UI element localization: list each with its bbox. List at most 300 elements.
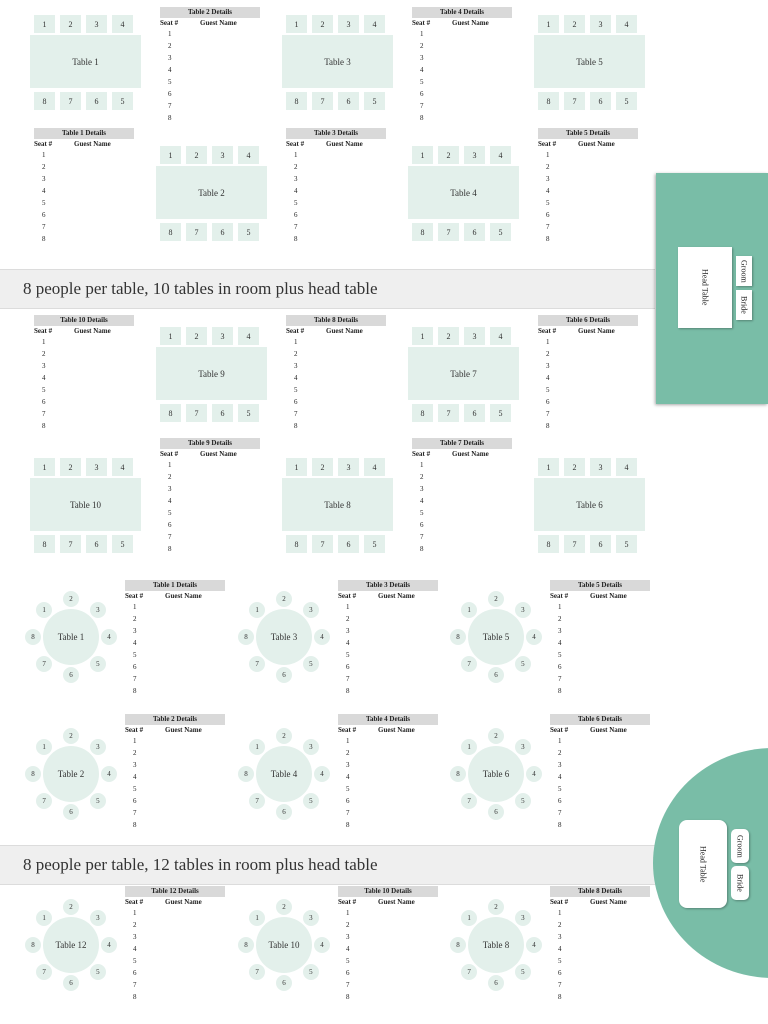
rect-table: Table 8 (282, 478, 393, 531)
round-chair: 3 (303, 739, 319, 755)
round-chair: 8 (25, 937, 41, 953)
seat-col-label: Seat # (338, 592, 357, 600)
round-chair: 8 (238, 766, 254, 782)
round-chair: 1 (36, 602, 52, 618)
round-chair: 5 (303, 656, 319, 672)
round-chair: 5 (515, 964, 531, 980)
details-header: Table 12 Details (125, 886, 225, 897)
seat-number: 7 (168, 102, 172, 110)
seat-number: 7 (346, 981, 350, 989)
round-chair: 1 (249, 602, 265, 618)
seat-number: 2 (346, 749, 350, 757)
seat-number: 3 (346, 761, 350, 769)
seat-number: 4 (346, 945, 350, 953)
seat-number: 4 (133, 945, 137, 953)
details-columns (538, 139, 638, 149)
rect-table: Table 2 (156, 166, 267, 219)
round-chair: 6 (488, 804, 504, 820)
round-chair: 3 (303, 602, 319, 618)
seat-number: 8 (420, 545, 424, 553)
round-chair: 6 (488, 667, 504, 683)
seat-number: 5 (420, 78, 424, 86)
details-columns (34, 139, 134, 149)
guest-col-label: Guest Name (590, 726, 627, 734)
seat-number: 7 (133, 981, 137, 989)
seat-number: 6 (346, 663, 350, 671)
seat-number: 2 (42, 163, 46, 171)
seat-number: 3 (168, 54, 172, 62)
guest-col-label: Guest Name (165, 726, 202, 734)
round-chair: 2 (488, 728, 504, 744)
round-chair: 4 (526, 629, 542, 645)
round-chair: 5 (90, 964, 106, 980)
chair: 3 (86, 458, 107, 476)
chair: 5 (616, 92, 637, 110)
chair: 5 (112, 535, 133, 553)
chair: 7 (60, 92, 81, 110)
details-header: Table 7 Details (412, 438, 512, 449)
seat-number: 4 (133, 639, 137, 647)
chair: 6 (212, 223, 233, 241)
chair: 6 (86, 92, 107, 110)
chair: 1 (160, 146, 181, 164)
chair: 7 (564, 92, 585, 110)
seat-number: 6 (294, 211, 298, 219)
seat-number: 3 (420, 485, 424, 493)
seat-number: 6 (420, 90, 424, 98)
round-chair: 6 (63, 975, 79, 991)
round-chair: 4 (314, 937, 330, 953)
seat-number: 6 (558, 969, 562, 977)
seat-number: 4 (558, 639, 562, 647)
round-table: Table 12 (43, 917, 99, 973)
table-details (338, 580, 438, 697)
details-columns (338, 591, 438, 601)
chair: 2 (438, 327, 459, 345)
seat-number: 3 (558, 761, 562, 769)
seat-col-label: Seat # (412, 450, 431, 458)
table-details (338, 886, 438, 1003)
details-columns (34, 326, 134, 336)
seat-number: 5 (294, 199, 298, 207)
chair: 4 (238, 327, 259, 345)
guest-col-label: Guest Name (590, 898, 627, 906)
rect-table: Table 3 (282, 35, 393, 88)
details-columns (412, 18, 512, 28)
table-details (550, 580, 650, 697)
seat-number: 7 (346, 809, 350, 817)
round-chair: 2 (276, 899, 292, 915)
seat-number: 7 (133, 675, 137, 683)
bride-seat: Bride (736, 290, 752, 320)
seat-col-label: Seat # (34, 327, 53, 335)
seat-number: 1 (420, 461, 424, 469)
round-table: Table 2 (43, 746, 99, 802)
seat-number: 3 (346, 627, 350, 635)
seat-number: 7 (42, 223, 46, 231)
chair: 8 (160, 223, 181, 241)
chair: 1 (412, 327, 433, 345)
seat-number: 6 (42, 211, 46, 219)
round-chair: 3 (515, 910, 531, 926)
seat-number: 5 (546, 199, 550, 207)
seat-number: 1 (294, 151, 298, 159)
chair: 5 (112, 92, 133, 110)
head-table: Head Table (678, 247, 732, 328)
seat-number: 4 (294, 187, 298, 195)
guest-col-label: Guest Name (165, 592, 202, 600)
table-details (338, 714, 438, 831)
seat-col-label: Seat # (160, 450, 179, 458)
round-chair: 8 (450, 937, 466, 953)
details-header: Table 10 Details (338, 886, 438, 897)
seat-number: 5 (42, 386, 46, 394)
seat-number: 7 (42, 410, 46, 418)
seat-col-label: Seat # (160, 19, 179, 27)
chair: 1 (538, 458, 559, 476)
guest-col-label: Guest Name (326, 327, 363, 335)
table-details (412, 7, 512, 124)
seat-number: 7 (558, 809, 562, 817)
chair: 8 (286, 92, 307, 110)
seat-number: 2 (133, 749, 137, 757)
chair: 2 (186, 327, 207, 345)
seat-number: 7 (558, 675, 562, 683)
rect-table: Table 9 (156, 347, 267, 400)
seat-number: 7 (420, 102, 424, 110)
seat-number: 4 (420, 497, 424, 505)
chair: 4 (238, 146, 259, 164)
seat-number: 8 (546, 422, 550, 430)
round-chair: 3 (515, 739, 531, 755)
guest-col-label: Guest Name (165, 898, 202, 906)
round-chair: 1 (36, 910, 52, 926)
round-chair: 1 (249, 739, 265, 755)
groom-seat: Groom (736, 256, 752, 286)
chair: 2 (564, 15, 585, 33)
seat-number: 6 (546, 398, 550, 406)
seat-number: 3 (346, 933, 350, 941)
chair: 4 (490, 327, 511, 345)
details-columns (160, 18, 260, 28)
chair: 3 (338, 15, 359, 33)
chair: 8 (538, 535, 559, 553)
seat-number: 8 (294, 235, 298, 243)
seat-number: 7 (546, 410, 550, 418)
seat-number: 8 (558, 821, 562, 829)
round-chair: 3 (90, 910, 106, 926)
rect-table: Table 7 (408, 347, 519, 400)
guest-col-label: Guest Name (74, 327, 111, 335)
details-header: Table 2 Details (125, 714, 225, 725)
seat-number: 8 (168, 545, 172, 553)
round-chair: 1 (36, 739, 52, 755)
seat-number: 8 (346, 993, 350, 1001)
round-chair: 6 (63, 667, 79, 683)
section-banner-12-tables (0, 845, 655, 885)
chair: 6 (590, 92, 611, 110)
details-header: Table 6 Details (538, 315, 638, 326)
seat-number: 6 (133, 969, 137, 977)
chair: 8 (412, 223, 433, 241)
seat-number: 6 (346, 969, 350, 977)
seat-number: 6 (346, 797, 350, 805)
chair: 4 (112, 458, 133, 476)
seat-col-label: Seat # (338, 898, 357, 906)
seat-number: 5 (346, 957, 350, 965)
seat-number: 4 (346, 773, 350, 781)
seat-col-label: Seat # (550, 898, 569, 906)
rect-table: Table 6 (534, 478, 645, 531)
table-details (34, 315, 134, 432)
details-columns (412, 449, 512, 459)
seat-number: 4 (558, 773, 562, 781)
details-columns (286, 139, 386, 149)
seat-number: 2 (168, 42, 172, 50)
round-chair: 8 (238, 937, 254, 953)
details-columns (125, 897, 225, 907)
seat-col-label: Seat # (286, 140, 305, 148)
guest-col-label: Guest Name (590, 592, 627, 600)
round-chair: 2 (63, 728, 79, 744)
chair: 5 (616, 535, 637, 553)
seat-number: 6 (133, 663, 137, 671)
chair: 7 (564, 535, 585, 553)
seat-number: 4 (420, 66, 424, 74)
seat-number: 5 (346, 785, 350, 793)
seat-number: 1 (546, 151, 550, 159)
seat-number: 6 (168, 521, 172, 529)
round-chair: 7 (461, 964, 477, 980)
rect-table: Table 4 (408, 166, 519, 219)
guest-col-label: Guest Name (378, 726, 415, 734)
chair: 1 (286, 15, 307, 33)
round-chair: 1 (461, 910, 477, 926)
chair: 3 (86, 15, 107, 33)
round-chair: 5 (303, 793, 319, 809)
details-header: Table 1 Details (34, 128, 134, 139)
seat-number: 1 (42, 338, 46, 346)
seat-number: 4 (168, 497, 172, 505)
table-details (34, 128, 134, 245)
seat-number: 8 (42, 422, 46, 430)
seat-number: 6 (558, 797, 562, 805)
chair: 2 (312, 458, 333, 476)
chair: 2 (60, 15, 81, 33)
seat-number: 2 (42, 350, 46, 358)
chair: 1 (538, 15, 559, 33)
chair: 8 (34, 535, 55, 553)
round-chair: 6 (276, 667, 292, 683)
chair: 7 (60, 535, 81, 553)
round-chair: 4 (101, 629, 117, 645)
details-header: Table 8 Details (286, 315, 386, 326)
guest-col-label: Guest Name (378, 592, 415, 600)
seat-number: 1 (133, 737, 137, 745)
round-chair: 8 (25, 766, 41, 782)
chair: 7 (312, 535, 333, 553)
seat-number: 1 (546, 338, 550, 346)
chair: 3 (464, 146, 485, 164)
chair: 8 (160, 404, 181, 422)
seat-number: 8 (133, 993, 137, 1001)
round-chair: 4 (314, 766, 330, 782)
chair: 1 (160, 327, 181, 345)
seat-col-label: Seat # (286, 327, 305, 335)
seat-number: 1 (346, 603, 350, 611)
seat-number: 5 (546, 386, 550, 394)
chair: 3 (338, 458, 359, 476)
round-chair: 7 (461, 793, 477, 809)
seat-number: 7 (168, 533, 172, 541)
chair: 7 (312, 92, 333, 110)
round-chair: 4 (526, 766, 542, 782)
seat-number: 2 (546, 163, 550, 171)
round-table: Table 6 (468, 746, 524, 802)
table-details (412, 438, 512, 555)
round-chair: 5 (90, 656, 106, 672)
seat-number: 8 (346, 687, 350, 695)
seat-number: 2 (168, 473, 172, 481)
bride-seat-round: Bride (731, 866, 749, 900)
seat-number: 6 (42, 398, 46, 406)
chair: 7 (186, 223, 207, 241)
round-chair: 8 (450, 766, 466, 782)
chair: 3 (590, 458, 611, 476)
round-chair: 5 (515, 656, 531, 672)
seat-number: 2 (294, 350, 298, 358)
details-header: Table 2 Details (160, 7, 260, 18)
table-details (125, 714, 225, 831)
details-header: Table 9 Details (160, 438, 260, 449)
round-chair: 4 (101, 937, 117, 953)
seat-number: 7 (558, 981, 562, 989)
seat-number: 7 (420, 533, 424, 541)
chair: 6 (590, 535, 611, 553)
chair: 8 (286, 535, 307, 553)
seat-col-label: Seat # (412, 19, 431, 27)
head-table-panel (656, 173, 768, 404)
seat-number: 8 (133, 687, 137, 695)
round-chair: 8 (238, 629, 254, 645)
chair: 4 (616, 458, 637, 476)
details-columns (125, 725, 225, 735)
seat-number: 4 (168, 66, 172, 74)
round-chair: 4 (101, 766, 117, 782)
table-details (286, 315, 386, 432)
seat-number: 1 (42, 151, 46, 159)
seat-number: 8 (558, 687, 562, 695)
details-columns (125, 591, 225, 601)
round-chair: 3 (515, 602, 531, 618)
chair: 6 (338, 535, 359, 553)
round-chair: 1 (461, 602, 477, 618)
rect-table: Table 10 (30, 478, 141, 531)
seat-number: 4 (294, 374, 298, 382)
chair: 2 (60, 458, 81, 476)
details-header: Table 1 Details (125, 580, 225, 591)
chair: 1 (34, 15, 55, 33)
round-chair: 5 (90, 793, 106, 809)
round-chair: 7 (249, 656, 265, 672)
round-chair: 6 (276, 804, 292, 820)
chair: 7 (438, 223, 459, 241)
chair: 3 (212, 327, 233, 345)
seat-number: 6 (420, 521, 424, 529)
seat-number: 2 (294, 163, 298, 171)
round-chair: 3 (303, 910, 319, 926)
seat-number: 2 (346, 921, 350, 929)
seat-col-label: Seat # (34, 140, 53, 148)
table-details (538, 315, 638, 432)
details-header: Table 3 Details (286, 128, 386, 139)
seat-number: 8 (133, 821, 137, 829)
seat-number: 1 (168, 30, 172, 38)
round-chair: 2 (276, 728, 292, 744)
seat-number: 5 (42, 199, 46, 207)
guest-col-label: Guest Name (452, 19, 489, 27)
seat-number: 3 (558, 933, 562, 941)
chair: 6 (464, 223, 485, 241)
seat-number: 3 (168, 485, 172, 493)
seat-number: 4 (133, 773, 137, 781)
chair: 6 (338, 92, 359, 110)
seat-number: 6 (294, 398, 298, 406)
round-chair: 2 (63, 591, 79, 607)
round-table: Table 3 (256, 609, 312, 665)
details-columns (286, 326, 386, 336)
seat-number: 4 (546, 187, 550, 195)
seat-number: 5 (168, 509, 172, 517)
table-details (160, 438, 260, 555)
round-chair: 3 (90, 602, 106, 618)
seat-number: 1 (133, 909, 137, 917)
seat-col-label: Seat # (550, 726, 569, 734)
round-table: Table 5 (468, 609, 524, 665)
seat-number: 7 (294, 410, 298, 418)
seat-number: 8 (42, 235, 46, 243)
chair: 7 (438, 404, 459, 422)
chair: 5 (364, 535, 385, 553)
seat-number: 8 (420, 114, 424, 122)
round-chair: 2 (276, 591, 292, 607)
guest-col-label: Guest Name (378, 898, 415, 906)
seat-number: 3 (546, 362, 550, 370)
chair: 5 (238, 404, 259, 422)
seat-number: 5 (420, 509, 424, 517)
seat-number: 7 (133, 809, 137, 817)
seat-number: 2 (546, 350, 550, 358)
chair: 4 (364, 15, 385, 33)
section-title: 8 people per table, 10 tables in room plus head table (23, 279, 378, 298)
round-chair: 7 (249, 793, 265, 809)
round-chair: 5 (303, 964, 319, 980)
seat-number: 6 (168, 90, 172, 98)
chair: 2 (438, 146, 459, 164)
details-header: Table 10 Details (34, 315, 134, 326)
chair: 4 (616, 15, 637, 33)
seat-number: 7 (346, 675, 350, 683)
details-header: Table 5 Details (550, 580, 650, 591)
chair: 2 (564, 458, 585, 476)
round-chair: 1 (249, 910, 265, 926)
chair: 4 (490, 146, 511, 164)
round-chair: 7 (461, 656, 477, 672)
seat-number: 8 (168, 114, 172, 122)
seat-number: 4 (346, 639, 350, 647)
table-details (538, 128, 638, 245)
chair: 2 (312, 15, 333, 33)
